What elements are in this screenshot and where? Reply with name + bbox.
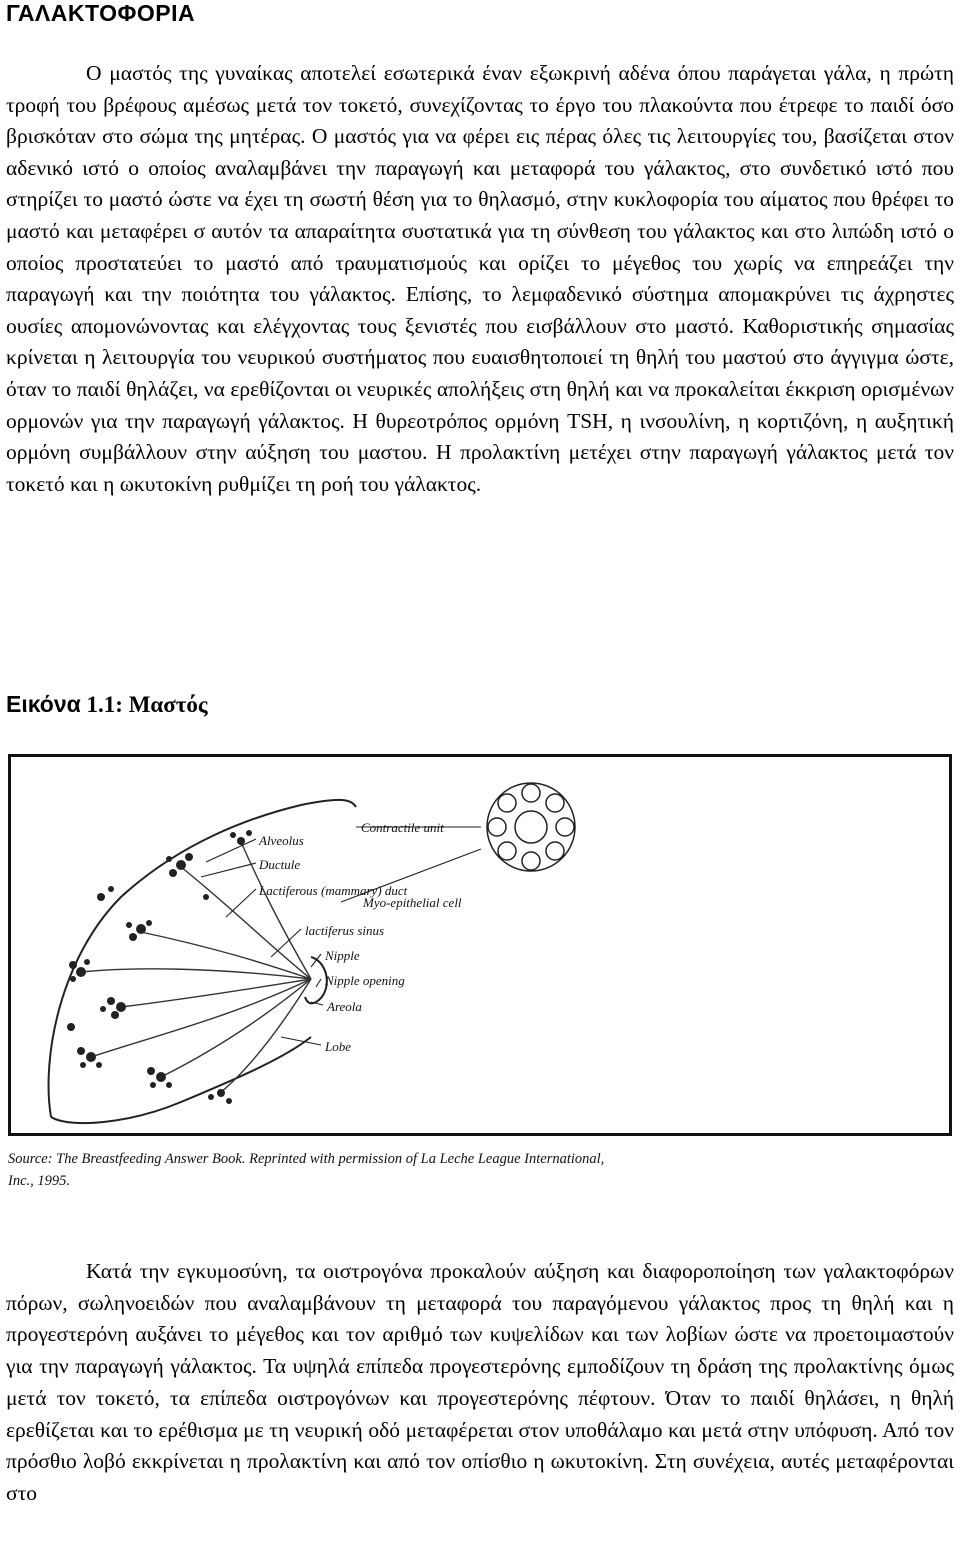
contractile-unit-drawing <box>487 783 575 871</box>
breast-lower-outline <box>51 1037 311 1123</box>
label-nipple-opening: Nipple opening <box>325 973 405 988</box>
label-areola: Areola <box>327 999 362 1014</box>
duct-network <box>81 842 311 1092</box>
label-alveolus: Alveolus <box>259 833 304 848</box>
intro-paragraph <box>6 58 954 500</box>
figure-caption <box>6 690 208 719</box>
breast-anatomy-figure <box>8 754 952 1136</box>
pregnancy-paragraph-text: Κατά την εγκυμοσύνη, τα οιστρογόνα προκαλούν αύξηση και διαφοροποίηση των γαλακτοφόρων πόρων, σωληνοειδών που αναλαμβάνουν τη μεταφορά του παραγόμενου γάλακτος προς τη θηλή και η προγεστερόνη αυξάνει το μέγεθος και τον αριθμό των κυψελίδων και των λοβίων ώστε να προετοιμαστούν για την παραγωγή γάλακτος. Τα υψηλά επίπεδα προγεστερόνης εμποδίζουν τη δράση της προλακτίνης όμως μετά τον τοκετό, τα επίπεδα οιστρογόνων και προγεστερόνης πέφτουν. Όταν το παιδί θηλάσει, η θηλή ερεθίζεται και το ερέθισμα με τη νευρική οδό μεταφέρεται στον υποθάλαμο και μετά στην υπόφυση. Από τον πρόσθιο λοβό εκκρίνεται η προλακτίνη και από τον οπίσθιο η ωκυτοκίνη. Στη συνέχεια, αυτές μεταφέρονται στο <box>6 1259 954 1505</box>
page-title: ΓΑΛΑΚΤΟΦΟΡΙΑ <box>6 0 196 26</box>
label-lobe: Lobe <box>325 1039 351 1054</box>
breast-outline <box>49 800 356 1117</box>
label-lactiferous-sinus: lactiferus sinus <box>305 923 385 938</box>
pregnancy-paragraph <box>6 1256 954 1510</box>
figure-caption-rest: 1.1: Μαστός <box>80 692 208 717</box>
figure-caption-prefix: Εικόνα <box>6 691 81 717</box>
label-myo-epithelial-cell: Myo-epithelial cell <box>363 895 462 910</box>
figure-source-credit: Source: The Breastfeeding Answer Book. Reprinted with permission of La Leche League International, Inc., 1995. <box>8 1151 605 1189</box>
intro-paragraph-text: Ο μαστός της γυναίκας αποτελεί εσωτερικά έναν εξωκρινή αδένα όπου παράγεται γάλα, η πρώτη τροφή του βρέφους αμέσως μετά τον τοκετό, συνεχίζοντας το έργο του πλακούντα που έτρεφε το παιδί όσο βρισκόταν στο σώμα της μητέρας. Ο μαστός για να φέρει εις πέρας όλες τις λειτουργίες του, βασίζεται στον αδενικό ιστό ο οποίος αναλαμβάνει την παραγωγή και μεταφορά του γάλακτος, στο συνδετικό ιστό που στηρίζει το μαστό ώστε να έχει τη σωστή θέση για το θηλασμό, στην κυκλοφορία του αίματος που θρέφει το μαστό και μεταφέρει σ αυτόν τα απαραίτητα συστατικά για τη σύνθεση του γάλακτος και στο λιπώδη ιστό ο οποίος προστατεύει το μαστό από τραυματισμούς και ορίζει το μέγεθος του χωρίς να επηρεάζει την παραγωγή και την ποιότητα του γάλακτος. Επίσης, το λεμφαδενικό σύστημα απομακρύνει τις άχρηστες ουσίες απομονώνοντας και ελέγχοντας τους ξενιστές που εισβάλλουν στο μαστό. Καθοριστικής σημασίας κρίνεται η λειτουργία του νευρικού συστήματος που ευαισθητοποιεί τη θηλή του μαστού στο άγγιγμα ώστε, όταν το παιδί θηλάζει, να ερεθίζονται οι νευρικές απολήξεις στη θηλή και να προκαλείται έκκριση ορισμένων ορμονών για την παραγωγή γάλακτος. Η θυρεοτρόπος ορμόνη TSH, η ινσουλίνη, η κορτιζόνη, η αυξητική ορμόνη συμβάλλουν στην αύξηση του μαστου. Η προλακτίνη μετέχει στην παραγωγή γάλακτος μετά τον τοκετό και η ωκυτοκίνη ρυθμίζει τη ροή του γάλακτος. <box>6 61 954 496</box>
label-nipple: Nipple <box>325 948 360 963</box>
label-lactiferous-duct: Lactiferous (mammary) duct <box>259 883 408 898</box>
breast-anatomy-diagram <box>11 757 949 1133</box>
label-ductule: Ductule <box>259 857 301 872</box>
label-contractile-unit: Contractile unit <box>361 820 444 835</box>
